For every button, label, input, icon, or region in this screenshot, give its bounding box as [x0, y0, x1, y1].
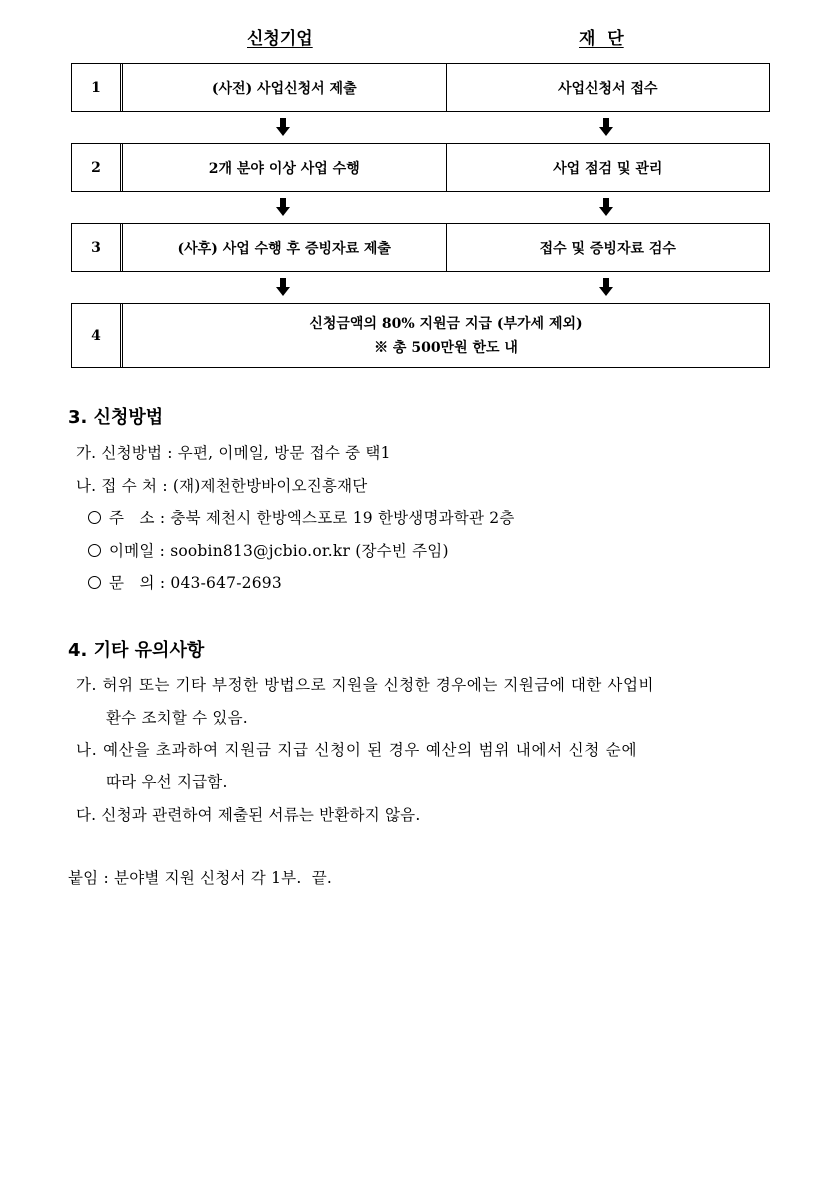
- section-3-item-b: 나. 접 수 처 : (재)제천한방바이오진흥재단: [76, 477, 368, 495]
- section-3-item-a: 가. 신청방법 : 우편, 이메일, 방문 접수 중 택1: [76, 444, 391, 462]
- section-4-item-a-line2: 환수 조치할 수 있음.: [106, 709, 248, 727]
- flow-step-applicant: (사후) 사업 수행 후 증빙자료 제출: [123, 224, 447, 271]
- down-arrow-icon: [276, 198, 290, 216]
- attachment-note: 붙임 : 분야별 지원 신청서 각 1부. 끝.: [68, 869, 333, 887]
- final-step-line2: ※ 총 500만원 한도 내: [374, 339, 518, 356]
- flow-row-3: [71, 223, 770, 272]
- contact-line: [88, 571, 282, 593]
- circle-bullet-icon: [88, 511, 101, 524]
- flow-row-4: [71, 303, 770, 368]
- section-4-item-a-line1: 가. 허위 또는 기타 부정한 방법으로 지원을 신청한 경우에는 지원금에 대한 사업비: [76, 676, 654, 694]
- flow-row-2: [71, 143, 770, 192]
- email-text: 이메일 : soobin813@jcbio.or.kr (장수빈 주임): [109, 542, 449, 560]
- applicant-column-header: 신청기업: [247, 29, 313, 49]
- flow-step-foundation: 사업 점검 및 관리: [553, 160, 663, 177]
- down-arrow-icon: [276, 118, 290, 136]
- down-arrow-icon: [599, 118, 613, 136]
- email-line: [88, 539, 449, 561]
- flow-step-number: 2: [72, 144, 123, 191]
- down-arrow-icon: [276, 278, 290, 296]
- flow-step-number: 1: [72, 64, 123, 111]
- section-4-item-b-line2: 따라 우선 지급함.: [106, 773, 228, 791]
- flow-step-foundation: 접수 및 증빙자료 검수: [539, 240, 676, 257]
- section-4-title: 4. 기타 유의사항: [68, 640, 205, 661]
- down-arrow-icon: [599, 198, 613, 216]
- flow-row-1: [71, 63, 770, 112]
- address-line: [88, 506, 515, 528]
- foundation-column-header: 재 단: [579, 29, 624, 49]
- section-4-item-b-line1: 나. 예산을 초과하여 지원금 지급 신청이 된 경우 예산의 범위 내에서 신청 순에: [76, 741, 638, 759]
- circle-bullet-icon: [88, 544, 101, 557]
- section-4-item-c: 다. 신청과 관련하여 제출된 서류는 반환하지 않음.: [76, 806, 421, 824]
- contact-text: 문 의 : 043-647-2693: [109, 574, 282, 592]
- flow-step-number: 4: [72, 304, 123, 367]
- flow-step-number: 3: [72, 224, 123, 271]
- flow-step-applicant: (사전) 사업신청서 제출: [123, 64, 447, 111]
- circle-bullet-icon: [88, 576, 101, 589]
- down-arrow-icon: [599, 278, 613, 296]
- flow-step-foundation: 사업신청서 접수: [557, 80, 658, 97]
- final-step-line1: 신청금액의 80% 지원금 지급 (부가세 제외): [309, 315, 583, 332]
- section-3-title: 3. 신청방법: [68, 407, 164, 428]
- flow-step-applicant: 2개 분야 이상 사업 수행: [123, 144, 447, 191]
- flow-step-final: [123, 304, 769, 367]
- address-text: 주 소 : 충북 제천시 한방엑스포로 19 한방생명과학관 2층: [109, 509, 515, 527]
